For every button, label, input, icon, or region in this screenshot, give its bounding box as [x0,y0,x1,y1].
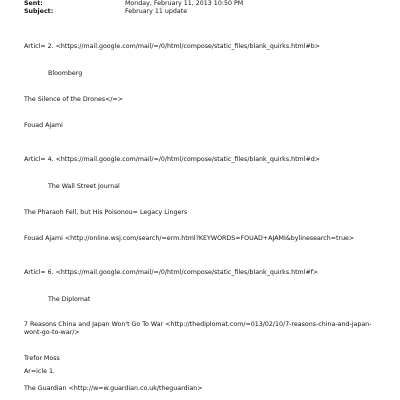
article-author[interactable]: Fouad Ajami <http://online.wsj.com/search/=erm.html?KEYWORDS=FOUAD+AJAMI&bylinesearch=true> [24,235,355,242]
sent-label: Sent: [24,0,43,7]
article-source: The Wall Street Journal [48,183,120,190]
article-source: The Diplomat [48,296,91,303]
sent-value: Monday, February 11, 2013 10:50 PM [125,0,244,7]
article-heading[interactable]: Articl= 4. <https://mail.google.com/mail/=/0/html/compose/static_files/blank_quirks.html#d> [24,156,320,163]
article-author: Trefor Moss [24,355,60,362]
article-author: Fouad Ajami [24,122,63,129]
article-title[interactable]: 7 Reasons China and Japan Won't Go To War <http://thediplomat.com/=013/02/10/7-reasons-china-and-japan-wont-go-to-war/> [24,321,372,336]
article-heading[interactable]: Articl= 6. <https://mail.google.com/mail/=/0/html/compose/static_files/blank_quirks.html#f> [24,269,319,276]
article-heading[interactable]: Articl= 2. <https://mail.google.com/mail/=/0/html/compose/static_files/blank_quirks.html#b> [24,43,320,50]
article-source[interactable]: The Guardian <http://w=w.guardian.co.uk/theguardian> [24,385,203,392]
article-title: The Pharaoh Fell, but His Poisonou= Legacy Lingers [24,209,188,216]
article-heading: Ar=icle 1. [24,368,56,375]
article-title: The Silence of the Drones</=> [24,96,124,103]
subject-value: February 11 update [125,8,188,15]
article-source: Bloomberg [48,70,83,77]
subject-label: Subject: [24,8,54,15]
